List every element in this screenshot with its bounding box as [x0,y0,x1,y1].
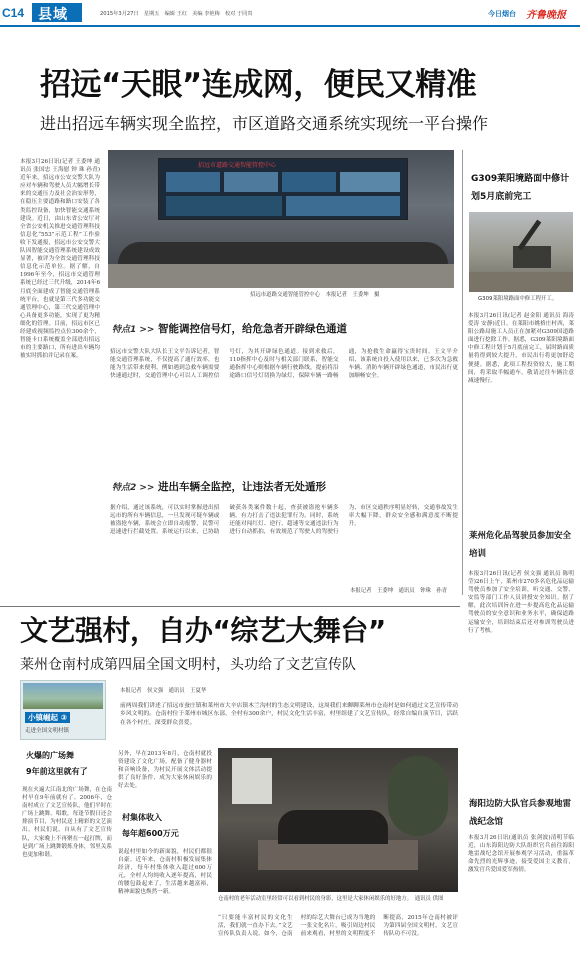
g309-caption: G309莱阳境路面中修工程开工。 [478,296,558,302]
page-number: C14 [2,6,25,20]
border-text: 本报3月26日讯(通讯员 张剑波)清明节临近，山东海阳边防大队组织官兵前往海阳地雷战纪念馆开展参观学习活动，重温革命先烈的光辉事迹，接受爱国主义教育，激发官兵爱国爱军热情。 [468,835,574,874]
bottom-subheadline: 莱州仓南村成第四届全国文明村，头功给了文艺宣传队 [20,657,356,673]
bottom-lead: 前两周我们讲述了招远市蚕庄镇和莱州市大辛店镇木兰沟村的生态文明建设，这周我们来聊聊莱州市仓南村是如何通过文艺宣传带动乡风文明的。仓南村位于莱州市城区东部，全村有300余户，村民文化生活丰富，村里组建了文艺宣传队，经常自编自演节目，活跃在各个村庄，深受群众喜爱。 [120,703,458,726]
g309-title: G309莱阳境路面中修计划5月底前完工 [471,174,570,202]
middle-text-1: 另外，早在2013年8月，仓南村就投资建设了文化广场，配备了健身器材和音响设备，为村民开展文体活动提供了良好条件，成为大家休闲娱乐的好去处。 [118,751,212,790]
control-center-photo [108,150,454,288]
wall-tile-3 [282,172,336,192]
road-surface [469,272,573,292]
newspaper-logo: 齐鲁晚报 [526,10,566,21]
header-bar [0,0,580,28]
people-group [278,810,388,844]
section-title: 县域 [38,7,68,23]
series-badge [20,680,106,740]
wall-tile-2 [224,172,278,192]
wall-tile-1 [166,172,220,192]
sidebar-divider [462,150,463,595]
table-group [258,840,418,870]
feature2-title: 进出车辆全监控，让违法者无处遁形 [158,481,326,493]
middle-text-2: 说起村里如今的新面貌，村民们都很自豪。近年来，仓南村积极发展集体经济，每年村集体收入超过600万元，全村人均纯收入逐年提高，村民的腰包鼓起来了，生活越来越富裕，精神面貌也焕然一新。 [118,849,212,896]
header-meta: 2015年3月27日 星期五 编辑 王红 美编 李艳梅 校对 于同贵 [100,11,253,17]
window-light [232,758,272,804]
badge-title-text: 小镇崛起 [28,713,58,722]
safety-text: 本报3月26日讯(记者 侯文强 通讯员 陈明莹)26日上午，莱州市270多名危化品运输驾驶员参加了安全培训，听交通、交警、安监等部门工作人员讲授安全知识。据了解，此次培训旨在进一步提高危化品运输驾驶员的安全意识和业务水平，确保道路运输安全，培训结束后还对参训驾驶员进行了考核。 [468,571,574,634]
income-title1: 村集体收入 [122,813,162,822]
feature1-text: 招远市交警大队大队长王文平告诉记者，智能交通管理系统，不仅提高了通行效率，也能为生活带来便利，例如遇到急救车辆需要快速通过时，交通管理中心可以人工调控信号灯，为其开辟绿色通道。接到求救后，110指挥中心及时与相关部门联系，智能交通指挥中心则根据车辆行驶路线，提前将沿途路口信号灯切换为绿灯，保障车辆一路畅通，为抢救生命赢得宝贵时间。王文平介绍，该系统自投入使用以来，已多次为急救车辆、消防车辆开辟绿色通道，市民出行更加顺畅安全。 [110,349,458,380]
activity-room-photo [218,748,458,892]
feature2-text: 据介绍，通过该系统，可以实时掌握进出招远市的所有车辆信息，一旦发现可疑车辆或被盗抢车辆，系统会立即自动报警，民警可迅速进行拦截处置。系统运行以来，已协助破获各类案件数十起，查获被盗抢车辆多辆，有力打击了违法犯罪行为。同时，系统还能对闯红灯、逆行、超速等交通违法行为进行自动抓拍，有效规范了驾驶人的驾驶行为，市区交通秩序明显好转，交通事故发生率大幅下降，群众安全感和满意度不断提升。 [110,505,458,536]
badge-number: ③ [60,713,67,722]
feature2-tag: 特点2 >> [112,483,155,493]
wall-tile-5 [166,196,282,216]
wall-tile-6 [286,196,400,216]
activity-room-caption: 仓南村的老年活动室里经常可以看到村民的身影，这里是大家休闲娱乐的好地方。 通讯员 供图 [218,896,444,902]
bottom-byline: 本报记者 侯文强 通讯员 王夏华 [120,688,207,694]
feature2-byline: 本报记者 王委坤 通讯员 钟珠 孙青 [350,588,448,594]
console-desk [118,242,448,264]
safety-title: 莱州危化品驾驶员参加安全培训 [469,531,572,559]
border-title: 海阳边防大队官兵参观地雷战纪念馆 [469,799,572,827]
badge-subtitle: 走进全国文明村镇 [25,728,70,734]
video-wall-title: 招远市道路交通智能管控中心 [198,162,277,169]
feature1-tag: 特点1 >> [112,325,155,335]
bottom-text: “只要能丰富村民的文化生活，我们就一直办下去。”文艺宣传队负责人说。如今，仓南村的综艺大舞台已成为当地的一张文化名片，吸引周边村民前来观看，村里的文明程度不断提高，2015年仓南村被评为第四届全国文明村，文艺宣传队功不可没。 [218,915,458,938]
g309-text: 本报3月26日讯(记者 赵金阳 通讯员 海涛 爱涛 安静)近日，在莱阳市姚格庄村西，莱阳公路局施工人员正在加紧对G309国道路面进行挖除工作。据悉，G309莱阳境路面中修工程计划于5月底前完工，届时路面质量将得到较大提升，市民出行将更加舒适便捷。据悉，此项工程投资较大，施工期间，将采取半幅通车，敬请过往车辆注意减速慢行。 [468,313,574,384]
wall-tile-4 [340,172,400,192]
floor [108,264,454,288]
income-title2: 每年超600万元 [122,829,179,838]
top-story-text-col1: 本报3月26日讯(记者 王委坤 通讯员 张国忠 王海慰 钟 珠 孙青)近年来，招远市公安交警大队为应对车辆和驾驶人员大幅增长带来的交通压力及社会治安形势，在稳压主要道路和路口安装了各类监控设备，加快智能交通系统建设。近日，由山东省公安厅对全省公安机关推进交通管理科技信息化“553”示范工程”工作验收下发通报，招远市公安交警大队因智能交通管理系统建设成效显著，被评为全省交通管理科技信息化示范单位。据了解，自1996年至今，招远市交通管理系统已经过三代升级，2014年6月底全面建成了智能交通管理系统平台，也就是第三代多功能交通管理中心，第三代交通管理中心具备更多功能，实现了更为精细化的管理。目前，招远市区已经建成视频监控点位300余个，智能卡口系统覆盖全部进出招远市的主要路口，所有进出车辆均被实时抓拍并记录在案。 [20,159,100,360]
feature1-title: 智能调控信号灯，给危急者开辟绿色通道 [158,323,347,335]
top-headline: 招远“天眼”连成网，便民又精准 [40,67,477,103]
badge-title [25,712,70,723]
excavator-body [513,246,551,268]
left-section-title2: 9年前这里就有了 [26,767,88,776]
control-center-caption: 招远市道路交通智能管控中心 本报记者 王委坤 摄 [250,292,380,298]
header-rule [0,25,580,27]
g309-photo [469,212,573,292]
left-column-text: 现在火遍大江南北的广场舞，在仓南村早在9年前就有了。2006年，仓南村成立了文艺宣传队，他们平时在广场上跳舞、唱歌，每逢节假日还会排演节目，为村民送上精彩的文艺演出。村民们说，自从有了文艺宣传队，大家晚上不再聚在一起打牌，而是到广场上跳舞锻炼身体，邻里关系也更加和谐。 [22,787,112,858]
badge-photo [23,683,103,709]
brand-label: 今日烟台 [488,10,516,18]
bottom-headline: 文艺强村，自办“综艺大舞台” [20,614,386,647]
tree-decoration [388,756,448,836]
section-divider [0,606,460,607]
left-section-title1: 火爆的广场舞 [26,751,74,760]
top-subheadline: 进出招远车辆实现全监控，市区道路交通系统实现统一平台操作 [40,114,489,133]
